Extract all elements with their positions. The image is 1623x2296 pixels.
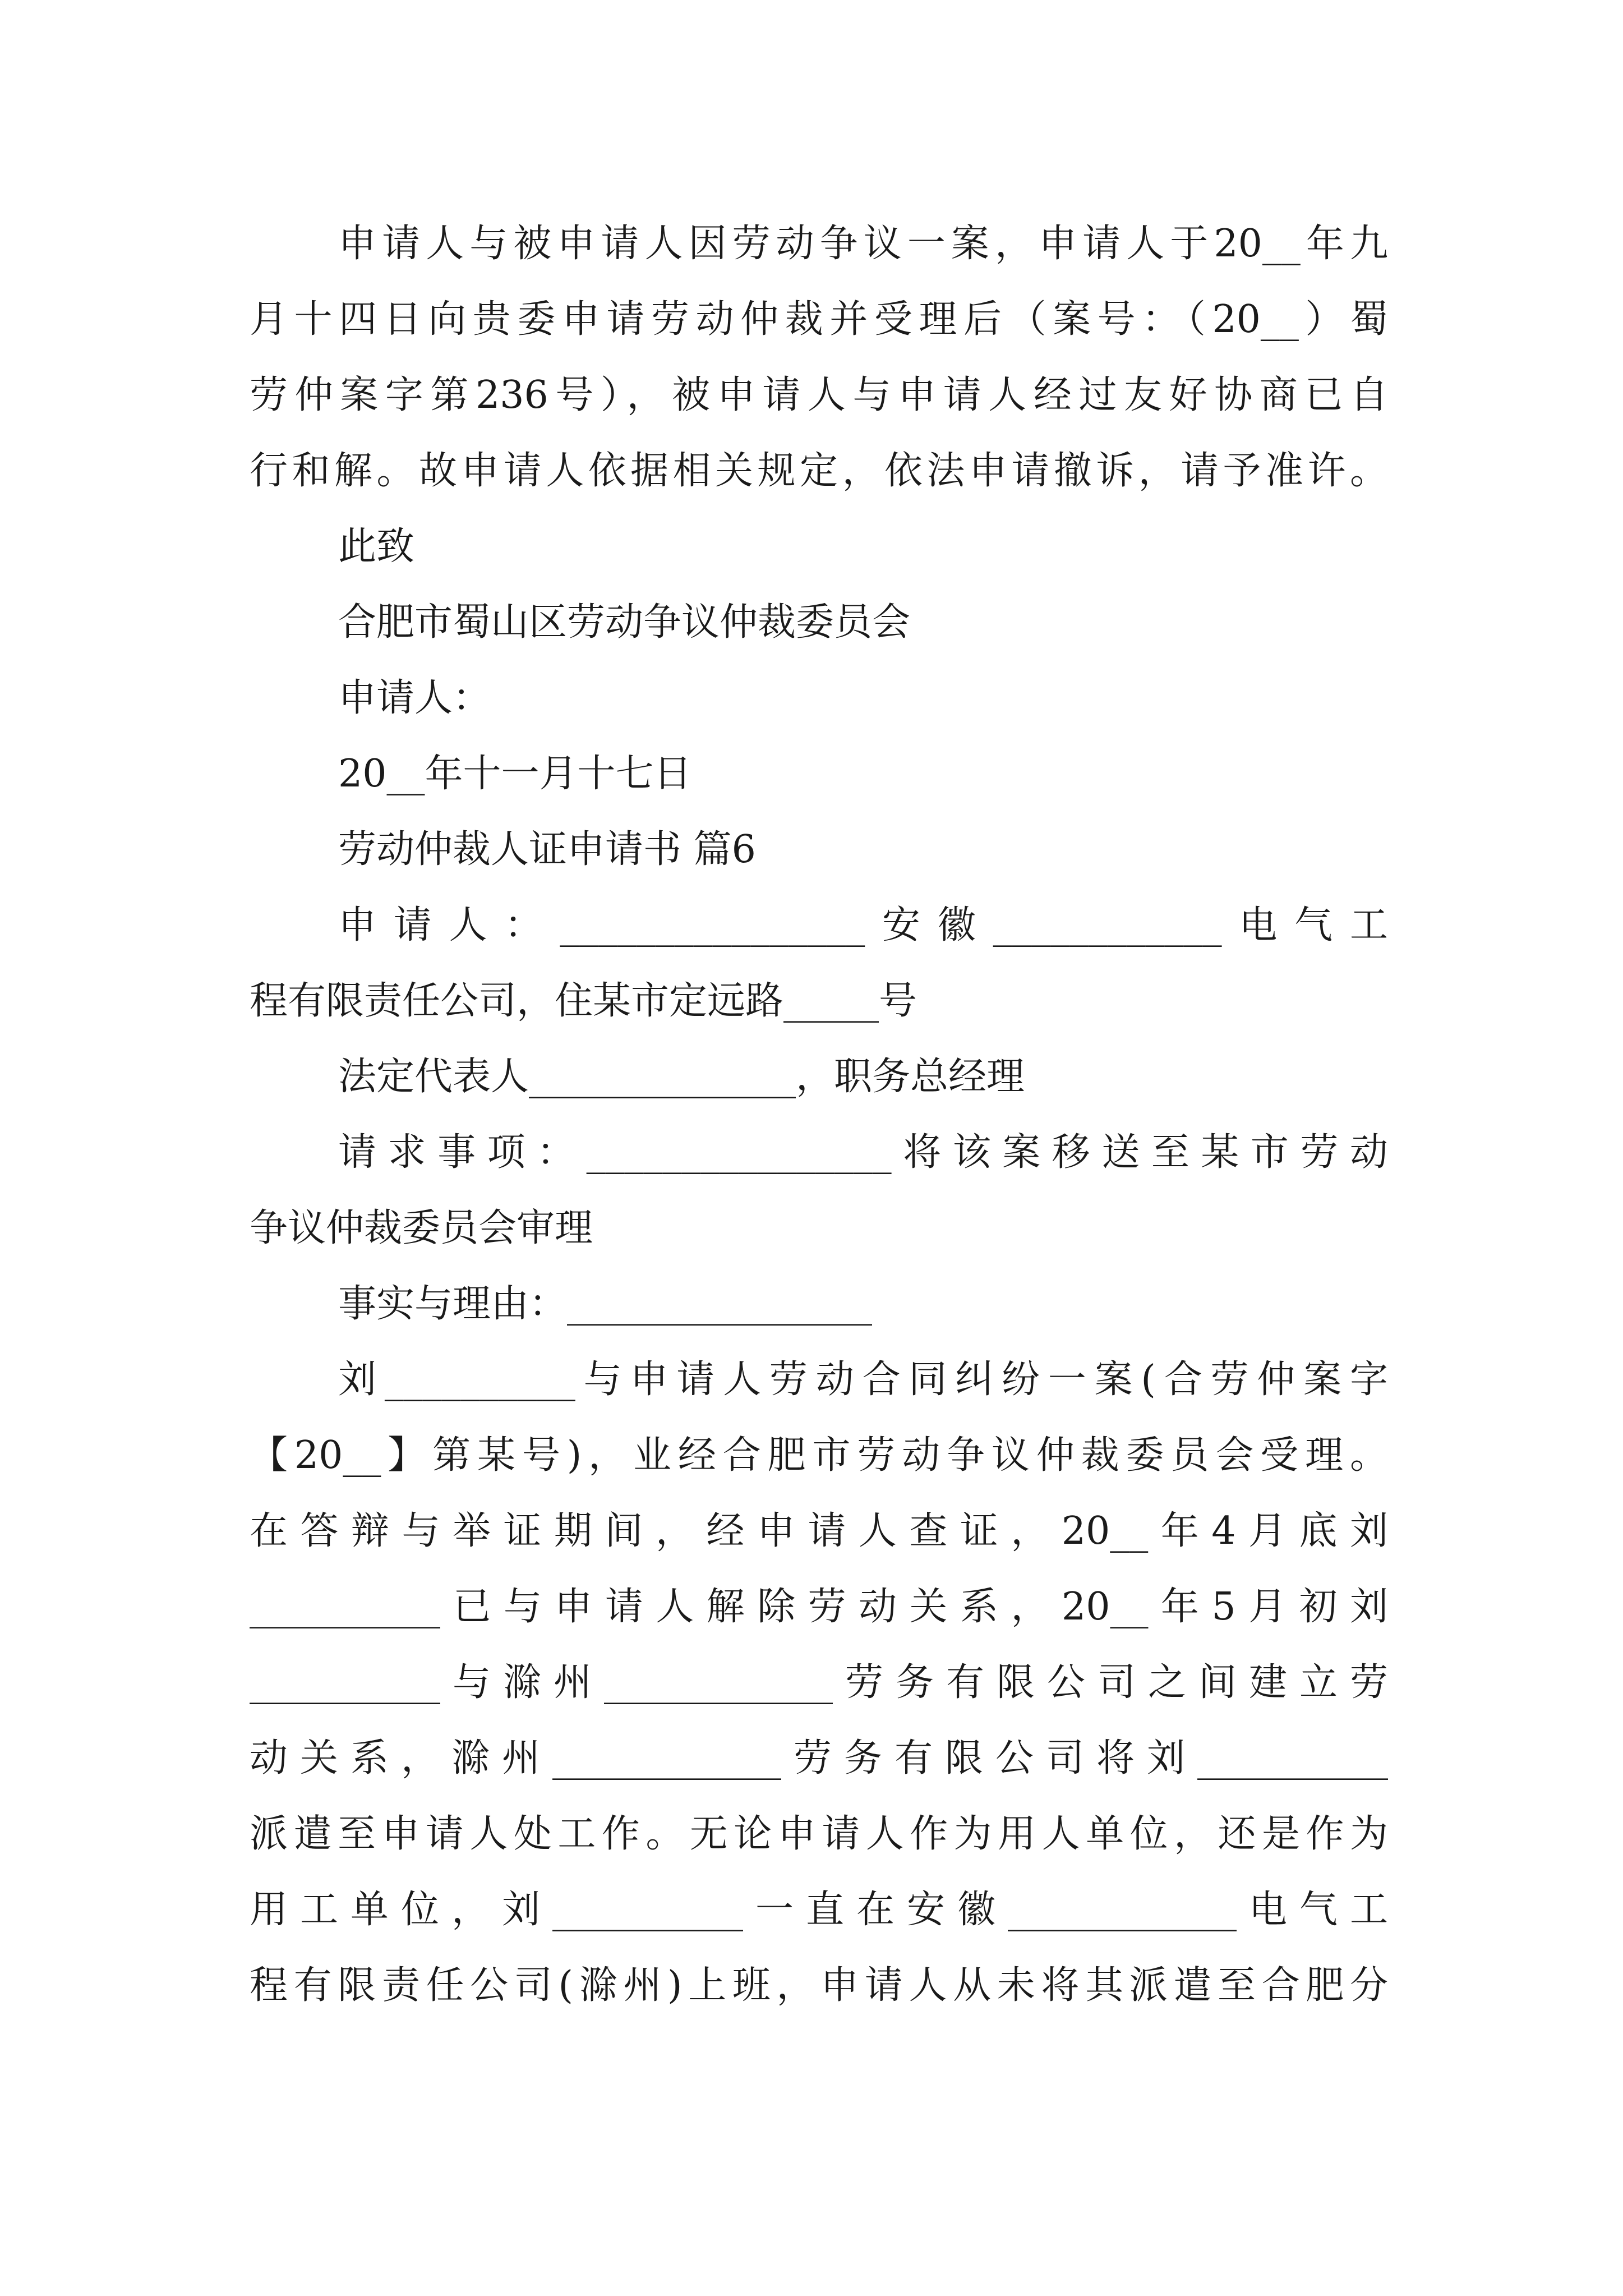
paragraph-line: 法定代表人______________，职务总经理	[338, 1055, 1025, 1099]
paragraph-line: 请求事项：________________将该案移送至某市劳动	[338, 1130, 1388, 1175]
salutation: 此致	[338, 524, 415, 569]
paragraph-line: 刘__________与申请人劳动合同纠纷一案(合劳仲案字	[338, 1358, 1388, 1402]
paragraph-line: 动关系，滁州____________劳务有限公司将刘__________	[250, 1736, 1388, 1780]
paragraph-line: 申请人与被申请人因劳动争议一案，申请人于20__年九	[338, 222, 1388, 266]
date-line: 20__年十一月十七日	[338, 752, 692, 796]
paragraph-line: 在答辩与举证期间，经申请人查证，20__年4月底刘	[250, 1509, 1388, 1553]
paragraph-line: 事实与理由：________________	[338, 1282, 873, 1326]
paragraph-line: 劳仲案字第236号），被申请人与申请人经过友好协商已自	[250, 373, 1388, 417]
paragraph-line: 程有限责任公司(滁州)上班，申请人从未将其派遣至合肥分	[250, 1963, 1388, 2008]
paragraph-line: 【20__】第某号)，业经合肥市劳动争议仲裁委员会受理。	[250, 1433, 1388, 1478]
paragraph-line: 派遣至申请人处工作。无论申请人作为用人单位，还是作为	[250, 1812, 1388, 1856]
paragraph-line: 程有限责任公司，住某市定远路_____号	[250, 979, 917, 1023]
section-heading: 劳动仲裁人证申请书 篇6	[338, 827, 756, 872]
paragraph-line: 月十四日向贵委申请劳动仲裁并受理后（案号：（20__）蜀	[250, 297, 1388, 342]
applicant-signature: 申请人：	[338, 676, 491, 720]
paragraph-line: 争议仲裁委员会审理	[250, 1206, 593, 1250]
paragraph-line: __________与滁州____________劳务有限公司之间建立劳	[250, 1660, 1388, 1705]
paragraph-line: 行和解。故申请人依据相关规定，依法申请撤诉，请予准许。	[250, 449, 1388, 493]
paragraph-line: 申请人：________________安徽____________电气工	[338, 903, 1388, 947]
paragraph-line: __________已与申请人解除劳动关系，20__年5月初刘	[250, 1585, 1388, 1629]
paragraph-line: 用工单位，刘__________一直在安徽____________电气工	[250, 1888, 1388, 1932]
addressee: 合肥市蜀山区劳动争议仲裁委员会	[338, 600, 911, 645]
